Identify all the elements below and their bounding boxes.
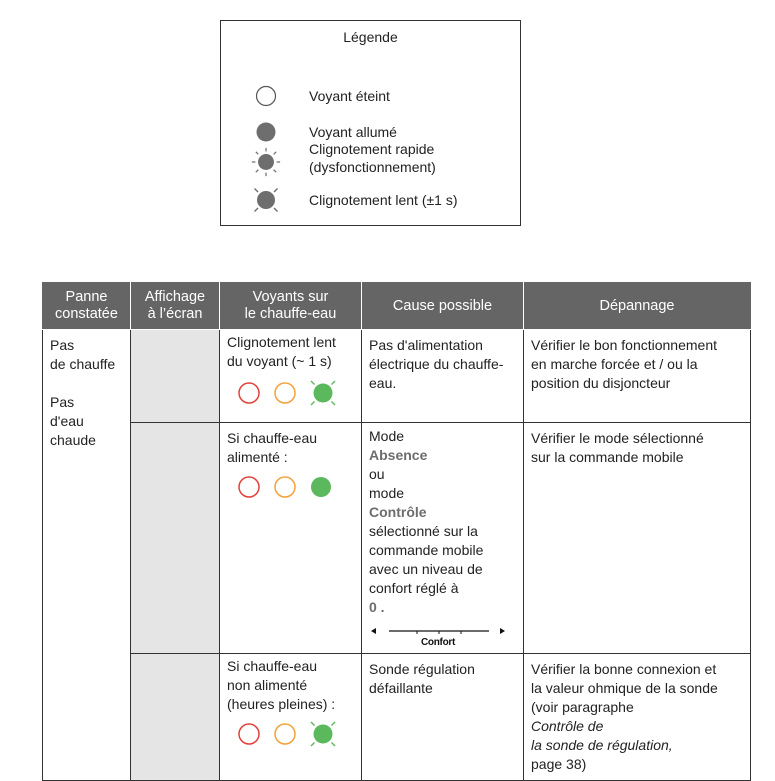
led-red-off-icon xyxy=(237,475,261,499)
table-row xyxy=(43,654,751,781)
led-orange-off-icon xyxy=(273,475,297,499)
cause-cell: Pas d'alimentation électrique du chauffe- eau. xyxy=(362,330,524,423)
panne-cell: Pas de chauffe Pas d'eau chaude xyxy=(43,330,131,781)
led-fast-blink-icon xyxy=(251,145,281,179)
cause-cell: Sonde régulation défaillante xyxy=(362,654,524,781)
legend-label: Voyant allumé xyxy=(309,124,397,140)
header-affichage: Affichage à l’écran xyxy=(131,283,220,330)
affichage-cell xyxy=(131,654,220,781)
led-slow-blink-icon xyxy=(251,185,281,215)
legend-box xyxy=(220,20,521,226)
legend-label: Clignotement lent (±1 s) xyxy=(309,192,458,208)
voyants-cell: Clignotement lent du voyant (~ 1 s) xyxy=(220,330,362,423)
led-off-icon xyxy=(254,84,278,108)
header-voyants: Voyants sur le chauffe-eau xyxy=(220,283,362,330)
table-row xyxy=(43,423,751,654)
legend-item-fast-blink xyxy=(251,139,510,177)
header-depannage: Dépannage xyxy=(524,283,751,330)
cause-cell: Mode Absence ou mode Contrôle sélectionné sur la commande mobile avec un niveau de confort réglé à 0 . Confort xyxy=(362,423,524,654)
header-cause: Cause possible xyxy=(362,283,524,330)
comfort-slider-label: Confort xyxy=(421,637,455,648)
table-row xyxy=(43,330,751,423)
header-panne: Panne constatée xyxy=(43,283,131,330)
depannage-cell: Vérifier le bon fonctionnement en marche forcée et / ou la position du disjoncteur xyxy=(524,330,751,423)
legend-item-off xyxy=(251,81,510,111)
depannage-cell: Vérifier le mode sélectionné sur la commande mobile xyxy=(524,423,751,654)
led-orange-off-icon xyxy=(273,381,297,405)
led-red-off-icon xyxy=(237,722,261,746)
troubleshooting-table xyxy=(42,282,751,781)
comfort-slider-graphic xyxy=(369,621,516,647)
legend-title: Légende xyxy=(343,29,398,45)
led-green-slow-blink-icon xyxy=(309,720,337,748)
voyants-cell: Si chauffe-eau alimenté : xyxy=(220,423,362,654)
affichage-cell xyxy=(131,423,220,654)
legend-item-slow-blink xyxy=(251,185,510,215)
voyants-cell: Si chauffe-eau non alimenté (heures pleines) : xyxy=(220,654,362,781)
legend-label: Clignotement rapide (dysfonctionnement) xyxy=(309,141,436,175)
affichage-cell xyxy=(131,330,220,423)
led-green-slow-blink-icon xyxy=(309,379,337,407)
led-green-on-icon xyxy=(309,475,333,499)
legend-label: Voyant éteint xyxy=(309,88,390,104)
led-orange-off-icon xyxy=(273,722,297,746)
depannage-cell: Vérifier la bonne connexion et la valeur ohmique de la sonde (voir paragraphe Contrôle de la sonde de régulation, page 38) xyxy=(524,654,751,781)
table-header-row xyxy=(43,283,751,330)
led-red-off-icon xyxy=(237,381,261,405)
